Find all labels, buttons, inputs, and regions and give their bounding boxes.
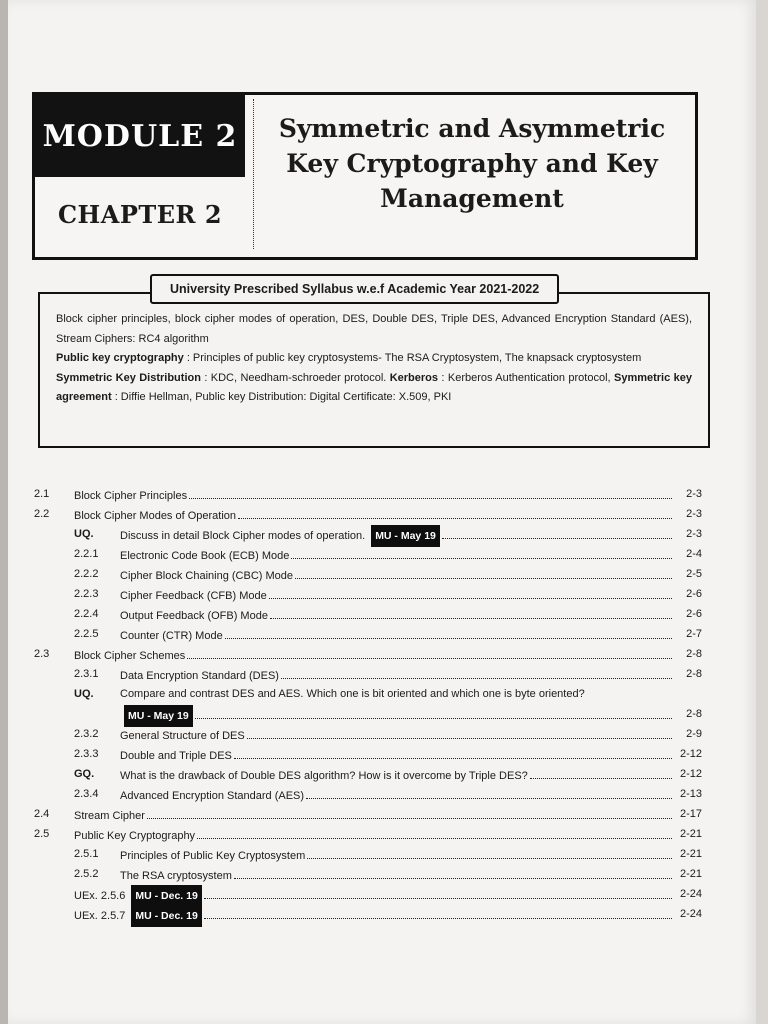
- toc-page-number: 2-8: [686, 708, 702, 720]
- toc-entry[interactable]: [8, 704, 756, 724]
- dot-leader: [204, 884, 672, 899]
- toc-entry[interactable]: [8, 804, 756, 824]
- syllabus-box: [38, 282, 710, 448]
- toc-page-number: 2-24: [679, 908, 702, 920]
- dot-leader: [307, 844, 672, 859]
- dot-leader: [306, 784, 672, 799]
- chapter-title-line: Management: [380, 184, 564, 213]
- toc-page-number: 2-6: [686, 608, 702, 620]
- toc-page-number: 2-3: [686, 528, 702, 540]
- toc-page-number: 2-12: [679, 768, 702, 780]
- syllabus-term: Kerberos: [389, 371, 439, 384]
- toc-page-number: 2-4: [686, 548, 702, 560]
- toc-entry[interactable]: [8, 844, 756, 864]
- syllabus-term: Symmetric Key Distribution: [56, 371, 201, 384]
- dot-leader: [234, 864, 672, 879]
- toc-title: Public Key Cryptography: [74, 830, 196, 842]
- dot-leader: [204, 904, 672, 919]
- toc-entry[interactable]: [8, 624, 756, 644]
- toc-number: 2.2.5: [74, 628, 99, 640]
- toc-entry[interactable]: [8, 764, 756, 784]
- exam-tag: MU - May 19: [371, 525, 440, 547]
- dot-leader: [197, 824, 672, 839]
- toc-entry[interactable]: [8, 604, 756, 624]
- toc-page-number: 2-21: [679, 868, 702, 880]
- toc-entry[interactable]: [8, 504, 756, 524]
- toc-entry[interactable]: [8, 484, 756, 504]
- toc-number: 2.2.4: [74, 608, 99, 620]
- toc-title: Cipher Block Chaining (CBC) Mode: [120, 570, 294, 582]
- toc-page-number: 2-3: [686, 488, 702, 500]
- toc-page-number: 2-6: [686, 588, 702, 600]
- toc-number: 2.3.4: [74, 788, 99, 800]
- toc-title: Discuss in detail Block Cipher modes of operation.: [120, 530, 366, 542]
- dot-leader: [234, 744, 672, 759]
- toc-number: 2.2: [34, 508, 50, 520]
- dot-leader: [147, 804, 672, 819]
- toc-entry[interactable]: [8, 644, 756, 664]
- toc-number: UQ.: [74, 528, 94, 540]
- toc-number: 2.3: [34, 648, 50, 660]
- chapter-title: [267, 111, 677, 216]
- toc-number: UQ.: [74, 688, 94, 700]
- toc-number: 2.5.1: [74, 848, 99, 860]
- toc-title: Cipher Feedback (CFB) Mode: [120, 590, 267, 602]
- exam-tag: MU - May 19: [124, 705, 193, 727]
- dot-leader: [295, 564, 672, 579]
- toc-title: Stream Cipher: [74, 810, 145, 822]
- toc-page-number: 2-9: [686, 728, 702, 740]
- chapter-header: [32, 92, 698, 260]
- chapter-title-line: Symmetric and Asymmetric: [278, 114, 666, 143]
- toc-page-number: 2-21: [679, 848, 702, 860]
- toc-entry[interactable]: [8, 904, 756, 924]
- syllabus-para: [56, 369, 692, 408]
- toc-number: 2.5.2: [74, 868, 99, 880]
- toc-page-number: 2-8: [686, 668, 702, 680]
- syllabus-para: [56, 349, 692, 369]
- dot-leader: [269, 584, 672, 599]
- toc-number: 2.4: [34, 808, 50, 820]
- toc-entry[interactable]: [8, 684, 756, 704]
- dot-leader: [247, 724, 672, 739]
- exam-tag: MU - Dec. 19: [131, 885, 201, 907]
- toc-number: 2.2.1: [74, 548, 99, 560]
- toc-entry[interactable]: [8, 884, 756, 904]
- module-badge: [35, 95, 245, 177]
- toc-entry[interactable]: [8, 724, 756, 744]
- toc-number: 2.3.2: [74, 728, 99, 740]
- toc-number: 2.2.3: [74, 588, 99, 600]
- toc-entry[interactable]: [8, 824, 756, 844]
- toc-page-number: 2-7: [686, 628, 702, 640]
- toc-title: Double and Triple DES: [120, 750, 232, 762]
- toc-page-number: 2-3: [686, 508, 702, 520]
- toc-title: Block Cipher Schemes: [74, 650, 186, 662]
- toc-number: 2.1: [34, 488, 50, 500]
- syllabus-text: : Principles of public key cryptosystems- The RSA Cryptosystem, The knapsack cryptosystem: [183, 352, 642, 364]
- dot-leader: [225, 624, 672, 639]
- toc-title: Data Encryption Standard (DES): [120, 670, 279, 682]
- toc-number: 2.2.2: [74, 568, 99, 580]
- syllabus-text: : Kerberos Authentication protocol,: [438, 371, 614, 384]
- toc-title: Advanced Encryption Standard (AES): [120, 790, 305, 802]
- toc-page-number: 2-24: [679, 888, 702, 900]
- toc-page-number: 2-21: [679, 828, 702, 840]
- toc-title: Counter (CTR) Mode: [120, 630, 223, 642]
- syllabus-text: : KDC, Needham-schroeder protocol.: [200, 371, 390, 384]
- header-divider: [253, 99, 254, 249]
- toc-title: What is the drawback of Double DES algorithm? How is it overcome by Triple DES?: [120, 770, 528, 782]
- toc-page-number: 2-12: [679, 748, 702, 760]
- dot-leader: [442, 524, 672, 539]
- toc-title: The RSA cryptosystem: [120, 870, 232, 882]
- toc-title: Block Cipher Modes of Operation: [74, 510, 237, 522]
- book-page: [8, 0, 756, 1024]
- syllabus-term: Symmetric key agreement: [56, 371, 692, 403]
- syllabus-body: [56, 310, 692, 408]
- toc-page-number: 2-13: [679, 788, 702, 800]
- toc-title: General Structure of DES: [120, 730, 245, 742]
- toc-number: 2.3.3: [74, 748, 99, 760]
- syllabus-para: Block cipher principles, block cipher modes of operation, DES, Double DES, Triple DES, Advanced Encryption Standard (AES), Stream Ciphers: RC4 algorithm: [56, 313, 692, 345]
- toc-number: GQ.: [74, 768, 95, 780]
- toc-entry[interactable]: [8, 664, 756, 684]
- dot-leader: [238, 504, 672, 519]
- toc-entry[interactable]: [8, 544, 756, 564]
- toc-entry[interactable]: [8, 744, 756, 764]
- toc-number: 2.5: [34, 828, 50, 840]
- syllabus-heading: University Prescribed Syllabus w.e.f Academic Year 2021-2022: [150, 274, 559, 304]
- toc-page-number: 2-5: [686, 568, 702, 580]
- toc-page-number: 2-8: [686, 648, 702, 660]
- toc-entry[interactable]: [8, 564, 756, 584]
- toc-entry[interactable]: [8, 524, 756, 544]
- dot-leader: [189, 484, 672, 499]
- module-label: MODULE 2: [42, 118, 238, 154]
- toc-title: Compare and contrast DES and AES. Which one is bit oriented and which one is byte oriented?: [120, 688, 585, 700]
- chapter-title-line: Key Cryptography and Key: [286, 149, 658, 178]
- dot-leader: [281, 664, 672, 679]
- toc-entry[interactable]: [8, 784, 756, 804]
- toc-page-number: 2-17: [679, 808, 702, 820]
- syllabus-text: : Diffie Hellman, Public key Distribution: Digital Certificate: X.509, PKI: [111, 391, 452, 403]
- exam-tag: MU - Dec. 19: [131, 905, 201, 927]
- dot-leader: [270, 604, 672, 619]
- dot-leader: [187, 644, 672, 659]
- toc-title: Principles of Public Key Cryptosystem: [120, 850, 306, 862]
- syllabus-term: Public key cryptography: [56, 352, 184, 364]
- toc-title: UEx. 2.5.7: [74, 910, 126, 922]
- toc-title: Electronic Code Book (ECB) Mode: [120, 550, 290, 562]
- toc-title: UEx. 2.5.6: [74, 890, 126, 902]
- toc-number: 2.3.1: [74, 668, 99, 680]
- toc-title: Block Cipher Principles: [74, 490, 188, 502]
- chapter-label: CHAPTER 2: [57, 199, 223, 229]
- dot-leader: [291, 544, 672, 559]
- dot-leader: [530, 764, 672, 779]
- toc-entry[interactable]: [8, 864, 756, 884]
- toc-entry[interactable]: [8, 584, 756, 604]
- dot-leader: [195, 704, 672, 719]
- toc-title: Output Feedback (OFB) Mode: [120, 610, 268, 622]
